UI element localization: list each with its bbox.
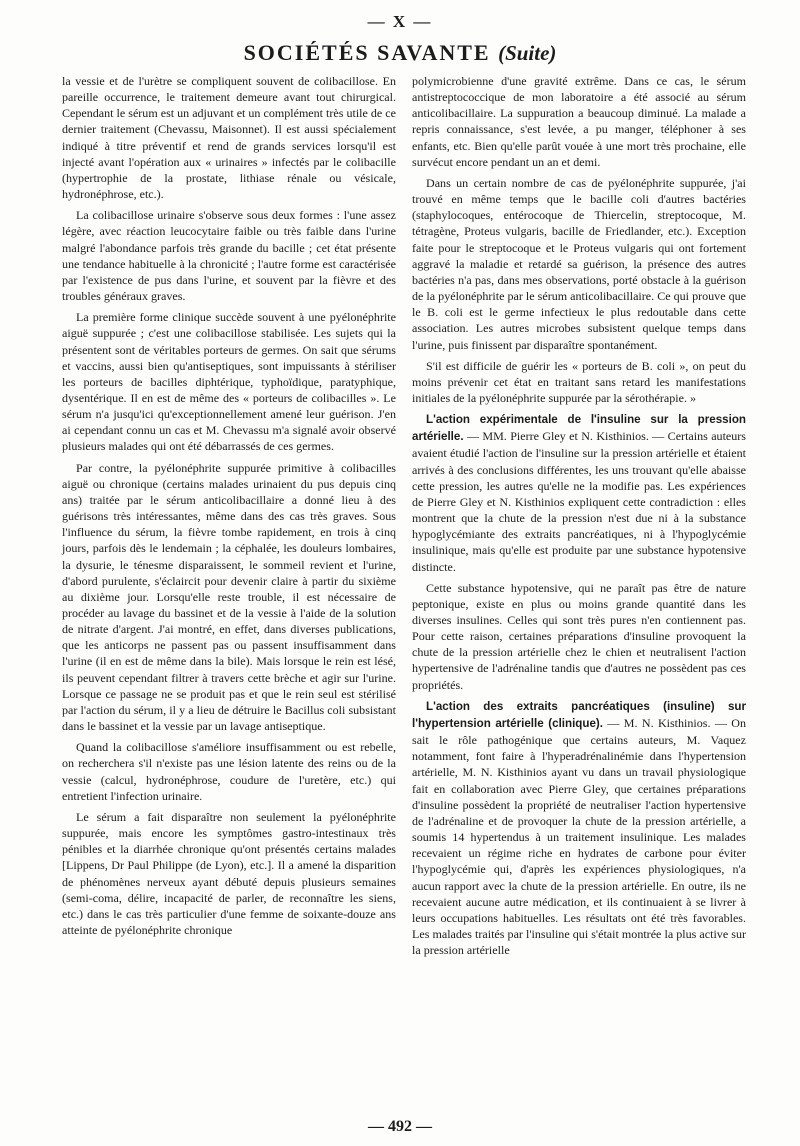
paragraph: la vessie et de l'urètre se compliquent souvent de colibacillose. En pareille occurrence, le traitement demeure avant tout chirurgical. Cependant le sérum est un adjuvant et un complément très utile de ce dernier traitement (Chevassu, Maisonnet). Il est aussi spécialement indiqué à titre préventif et rend de grands services lorsqu'il est injecté avant l'opération aux « urinaires » infectés par le colibacille (hypertrophie de la prostate, lithiase rénale ou vésicale, hydronéphrose, etc.).: [62, 74, 396, 202]
article-paragraph: [412, 698, 746, 959]
page-number: — 492 —: [368, 1118, 432, 1135]
paragraph: polymicrobienne d'une gravité extrême. Dans ce cas, le sérum antistreptococcique de mon laboratoire a été associé au sérum anticolibacillaire. La suppuration a beaucoup diminué. La malade a repris connaissance, s'est levée, a pu manger, téléphoner à ses enfants, etc. Bien qu'elle parût vouée à une mort très prochaine, elle survécut encore pendant un an et demi.: [412, 74, 746, 169]
article-body: — M. N. Kisthinios. — On sait le rôle pathogénique que certains auteurs, M. Vaquez notamment, font faire à l'hyperadrénalinémie dans l'hypertension artérielle, M. N. Kisthinios ayant vu dans un travail physiologique fait en collaboration avec Pierre Gley, que certaines préparations d'insuline possèdent la propriété de neutraliser l'action hypertensive de l'adrénaline et de provoquer la chute de la pression artérielle, a soumis 14 hypertendus à un traitement insulinique. Les malades recevaient un régime riche en hydrates de carbone pour éviter l'hypoglycémie qui, d'après les expériences physiologiques, n'a aucun rapport avec la chute de la pression artérielle. En outre, ils ne recevaient aucune autre médication, et ils continuaient à se livrer à leurs occupations habituelles. Les résultats ont été très favorables. Les malades traités par l'insuline qui s'était montrée la plus active sur la pression artérielle: [412, 715, 746, 958]
paragraph: Par contre, la pyélonéphrite suppurée primitive à colibacilles aiguë ou chronique (certains malades urinaient du pus depuis cinq ans) traitée par le sérum anticolibacillaire a donné lieu à des guérisons très intéressantes, même dans des cas très graves. Sous l'influence du sérum, la fièvre tombe rapidement, en trois à cinq jours, parfois dès le lendemain ; la céphalée, les douleurs lombaires, la dysurie, le ténesme disparaissent, le sommeil revient et l'urine, d'abord purulente, s'éclaircit pour devenir claire à partir du sixième au dixième jour. Lorsqu'elle reste trouble, il est nécessaire de procéder au lavage du bassinet et de la vessie à l'aide de la solution de nitrate d'argent. J'ai montré, en effet, dans diverses publications, que les anticorps ne passent pas ou passent insuffisamment dans l'urine (il en est de même dans la bile). Mais lorsque le rein est lésé, ils peuvent cependant filtrer à travers cette brèche et agir sur l'urine. Lorsque ce passage ne se produit pas et que le rein seul est stérilisé par l'action du sérum, il y a lieu de détruire le Bacillus coli subsistant dans le bassinet et la vessie par un lavage antiseptique.: [62, 460, 396, 734]
article-paragraph: [412, 411, 746, 575]
article-title: L'action expérimentale de l'insuline sur la pression artérielle.: [412, 413, 746, 444]
section-title: SOCIÉTÉS SAVANTE: [243, 40, 491, 65]
right-column: [412, 73, 746, 963]
left-column: [62, 73, 396, 943]
article-body: — MM. Pierre Gley et N. Kisthinios. — Certains auteurs avaient étudié l'action de l'insuline sur la pression artérielle et étaient arrivés à des conclusions différentes, les uns trouvant qu'elle abaisse cette pression, les autres qu'elle ne la modifie pas. Les expériences de Pierre Gley et N. Kisthinios expliquent cette contradiction : elles montrent que la chute de la pression n'est due ni à la substance hypoglycémiante des extraits pancréatiques, ni à l'hypoglycémie insulinique, mais qu'elle est produite par une substance hypotensive distincte.: [412, 429, 746, 574]
paragraph: Le sérum a fait disparaître non seulement la pyélonéphrite suppurée, mais encore les symptômes gastro-intestinaux très pénibles et la diarrhée chronique qu'ont présentés certains malades [Lippens, Dr Paul Philippe (de Lyon), etc.]. Il a amené la disparition de phénomènes nerveux ayant débuté depuis plusieurs semaines (semi-coma, délire, incapacité de parler, de reconnaître les siens, etc.) dans le cas très particulier d'une femme de soixante-douze ans atteinte de pyélonéphrite chronique: [62, 809, 396, 937]
article-title: L'action des extraits pancréatiques (insuline) sur l'hypertension artérielle (clinique).: [412, 699, 746, 730]
paragraph: S'il est difficile de guérir les « porteurs de B. coli », on peut du moins prévenir cet état en traitant sans retard les manifestations initiales de la pyélonéphrite suppurée par la sérothérapie. »: [412, 358, 746, 405]
folio-header: — X —: [367, 12, 433, 31]
paragraph: La première forme clinique succède souvent à une pyélonéphrite aiguë suppurée ; c'est une colibacillose stabilisée. Les sujets qui la présentent sont de véritables porteurs de germes. On sait que sérums et vaccins, aussi bien qu'antiseptiques, sont impuissants à stériliser les porteurs de bacilles diphtérique, typhoïdique, paratyphique, dysentérique. Il en est de même des « porteurs de colibacilles ». Le sérum n'a jusqu'ici qu'exceptionnellement amené leur guérison. J'en ai cependant connu un cas et M. Chevassu m'a signalé avoir observé plusieurs malades qui ont été débarrassés de ces germes.: [62, 310, 396, 454]
section-header: [0, 40, 800, 66]
paragraph: Quand la colibacillose s'améliore insuffisamment ou est rebelle, on recherchera s'il n'existe pas une lésion latente des reins ou de la vessie (calcul, hydronéphrose, coudure de l'uretère, etc.) qui entretient l'infection urinaire.: [62, 740, 396, 803]
section-suite: (Suite): [498, 41, 557, 65]
paragraph: La colibacillose urinaire s'observe sous deux formes : l'une assez légère, avec réaction leucocytaire faible ou très faible dans l'urine malgré l'abondance parfois très grande du bacille ; cet état présente une tendance habituelle à la chronicité ; l'autre forme est caractérisée par l'existence de pus dans l'urine, et souvent par la fièvre et des troubles généraux graves.: [62, 208, 396, 304]
paragraph: Dans un certain nombre de cas de pyélonéphrite suppurée, j'ai trouvé en même temps que le bacille coli d'autres bactéries (staphylocoques, entérocoque de Thiercelin, streptocoque, M. tétragène, Proteus vulgaris, bacille de Friedlander, etc.). Exception faite pour le streptocoque et le Proteus vulgaris qui ont fortement aggravé la maladie et retardé sa guérison, la présence des autres bactéries n'a pas, dans mes observations, porté obstacle à la guérison de la pyélonéphrite par le sérum anticolibacillaire. Ce qui prouve que le B. coli est le germe infectieux le plus redoutable dans cette association. Les autres microbes subsistent quelque temps dans l'urine, puis finissent par disparaître spontanément.: [412, 175, 746, 352]
paragraph: Cette substance hypotensive, qui ne paraît pas être de nature peptonique, existe en plus ou moins grande quantité dans les diverses insulines. Celles qui sont très pures n'en contiennent pas. Pour cette raison, certaines préparations d'insuline provoquent la chute de la pression artérielle chez le chien et neutralisent l'action hypertensive de l'adrénaline tandis que d'autres ne possèdent pas ces propriétés.: [412, 580, 746, 692]
